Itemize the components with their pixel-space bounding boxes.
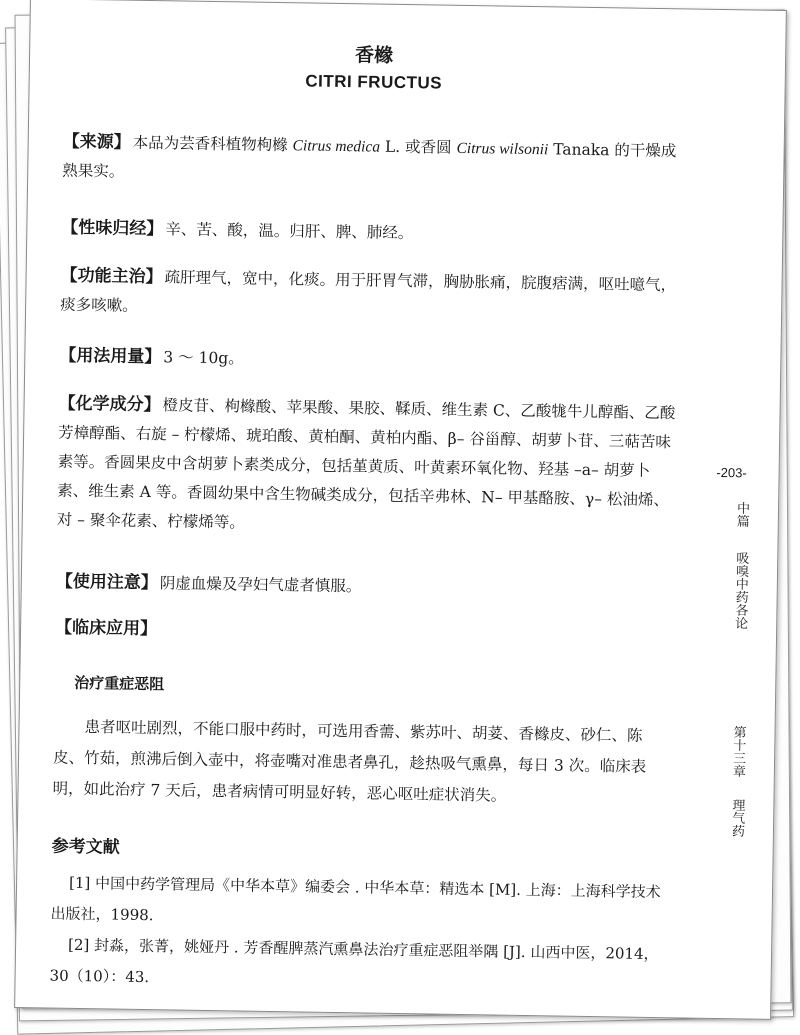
section-heading: 【功能主治】 (60, 265, 163, 288)
section-heading: 【性味归经】 (61, 217, 164, 240)
section-caution: 【使用注意】 阴虚血燥及孕妇气虚者慎服。 (55, 571, 362, 596)
section-source: 【来源】 本品为芸香科植物枸橼 Citrus medica L. 或香圆 Citrus wilsonii Tanaka 的干燥成熟果实。 (62, 131, 677, 181)
part-label: 中篇 (733, 501, 750, 528)
chapter-title: 理气药 (728, 797, 745, 837)
reference-item: [2] 封淼，张菁，姚娅丹 . 芳香醒脾蒸汽熏鼻法治疗重症恶阻举隅 [J]. 山西中医，2014，30（10）：43. (49, 935, 659, 987)
section-function: 【功能主治】 疏肝理气，宽中，化痰。用于肝胃气滞，胸胁胀痛，脘腹痞满，呕吐噫气，痰多咳嗽。 (60, 265, 677, 315)
section-chemistry: 【化学成分】 橙皮苷、枸橼酸、苹果酸、果胶、鞣质、维生素 C、乙酸牻牛儿醇酯、乙酸芳樟醇酯、右旋 – 柠檬烯、琥珀酸、黄柏酮、黄柏内酯、β– 谷甾醇、胡萝卜苷、三萜苦味素等。香圆果皮中含胡萝卜素类成分，包括堇黄质、叶黄素环氧化物、羟基 –a– 胡萝卜素、维生素 A 等。香圆幼果中含生物碱类成分，包括辛弗林、N– 甲基酪胺、γ– 松油烯、对 – 聚伞花素、柠檬烯等。 (56, 393, 676, 532)
chapter-label: 第十三章 (729, 725, 746, 778)
part-title: 吸嗅中药各论 (732, 551, 749, 630)
section-clinical (55, 614, 675, 653)
section-heading: 【临床应用】 (54, 617, 158, 640)
section-nature: 【性味归经】 辛、苦、酸，温。归肝、脾、肺经。 (61, 217, 414, 243)
section-heading: 【用法用量】 (59, 345, 162, 368)
page-number: -203- (716, 464, 747, 481)
section-heading: 【使用注意】 (55, 571, 158, 594)
section-usage: 【用法用量】 3 ～ 10g。 (59, 345, 244, 368)
section-heading: 【来源】 (62, 131, 131, 153)
case-title: 治疗重症恶阻 (74, 673, 165, 694)
reference-item: [1] 中国中药学管理局《中华本草》编委会 . 中华本草：精选本 [M]. 上海：上海科学技术出版社，1998. (50, 873, 661, 925)
case-paragraph: 患者呕吐剧烈，不能口服中药时，可选用香薷、紫苏叶、胡荽、香橼皮、砂仁、陈皮、竹茹，煎沸后倒入壶中，将壶嘴对准患者鼻孔，趁热吸气熏鼻，每日 3 次。临床表明，如此治疗 7 天后，患者病情可明显好转，恶心呕吐症状消失。 (52, 718, 647, 805)
book-page (14, 0, 787, 1020)
references-heading: 参考文献 (51, 836, 120, 858)
page-content (49, 0, 685, 987)
page-subtitle: CITRI FRUCTUS (305, 71, 443, 93)
section-heading: 【化学成分】 (58, 393, 161, 416)
page-title: 香橼 (354, 44, 394, 67)
